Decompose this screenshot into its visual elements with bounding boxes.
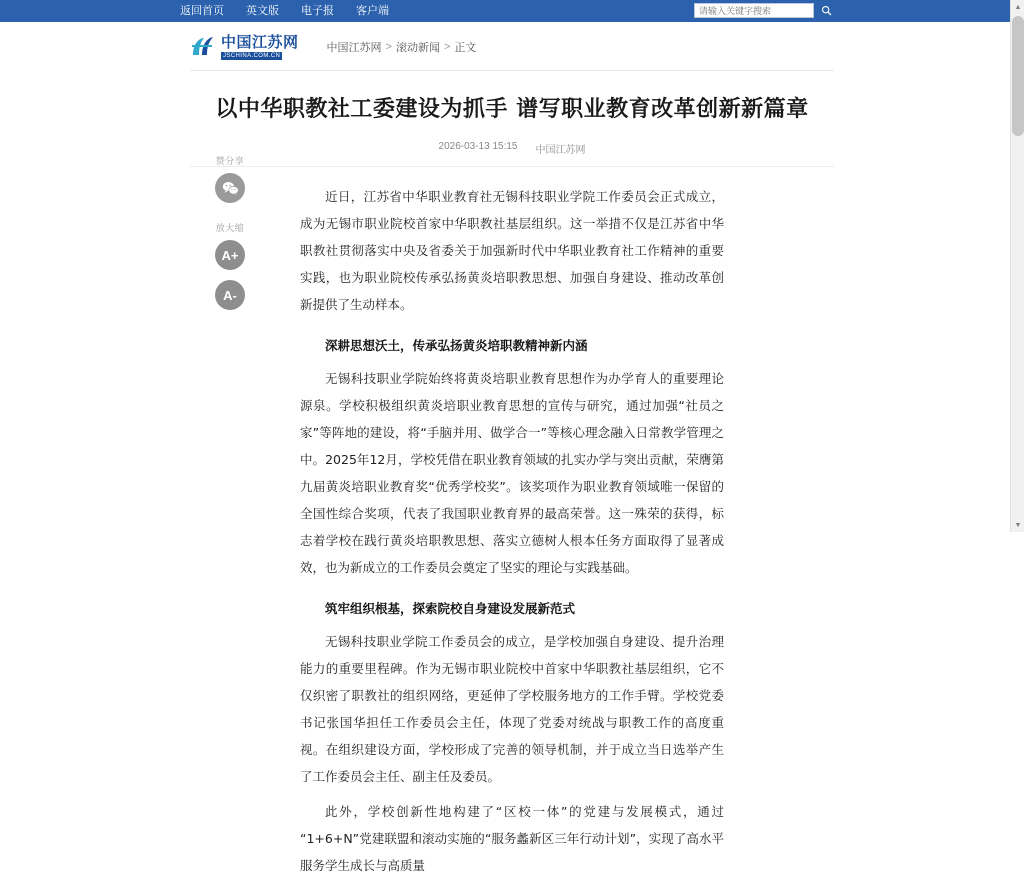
article-paragraph: 无锡科技职业学院工作委员会的成立，是学校加强自身建设、提升治理能力的重要里程碑。作为无锡市职业院校中首家中华职教社基层组织，它不仅织密了职教社的组织网络，更延伸了学校服务地方的工作手臂。学校党委书记张国华担任工作委员会主任，体现了党委对统战与职教工作的高度重视。在组织建设方面，学校形成了完善的领导机制，并于成立当日选举产生了工作委员会主任、副主任及委员。 [300, 634, 724, 784]
article [190, 71, 834, 879]
breadcrumb [327, 39, 477, 55]
nav-link-app[interactable]: 客户端 [356, 5, 389, 17]
breadcrumb-separator-0: > [385, 41, 392, 53]
nav-link-english[interactable]: 英文版 [246, 5, 279, 17]
logo-text-en: JSCHINA.COM.CN [223, 52, 281, 59]
breadcrumb-item-2: 正文 [454, 42, 477, 54]
site-header [190, 22, 834, 71]
breadcrumb-item-1[interactable]: 滚动新闻 [395, 42, 440, 54]
vertical-scrollbar[interactable] [1010, 0, 1024, 532]
article-paragraph: 近日，江苏省中华职业教育社无锡科技职业学院工作委员会正式成立，成为无锡市职业院校首家中华职教社基层组织。这一举措不仅是江苏省中华职教社贯彻落实中央及省委关于加强新时代中华职业教育社工作精神的重要实践，也为职业院校传承弘扬黄炎培职教思想、加强自身建设、推动改革创新提供了生动样本。 [300, 189, 724, 312]
breadcrumb-item-0[interactable]: 中国江苏网 [326, 42, 382, 54]
nav-link-epaper[interactable]: 电子报 [301, 5, 334, 17]
fontsize-label: 放大缩 [215, 223, 245, 233]
page-container [0, 22, 1024, 879]
scrollbar-thumb[interactable] [1012, 16, 1024, 136]
breadcrumb-separator-1: > [443, 41, 451, 53]
article-datetime: 2026-03-13 15:15 [438, 141, 518, 152]
article-paragraph: 此外，学校创新性地构建了“区校一体”的党建与发展模式，通过“1+6+N”党建联盟和滚动实施的“服务蠡新区三年行动计划”，实现了高水平服务学生成长与高质量 [300, 804, 724, 873]
font-increase-glyph: A+ [221, 247, 239, 263]
site-logo[interactable] [190, 34, 299, 60]
top-nav-links [180, 0, 389, 22]
font-decrease-glyph: A- [223, 287, 237, 303]
article-source: 中国江苏网 [535, 145, 586, 156]
article-subheading: 深耕思想沃土，传承弘扬黄炎培职教精神新内涵 [325, 338, 588, 353]
search-input[interactable] [694, 3, 814, 18]
top-navigation-bar [0, 0, 1024, 22]
page-title: 以中华职教社工委建设为抓手 谱写职业教育改革创新新篇章 [215, 97, 809, 122]
scrollbar-up-arrow-icon[interactable]: ▲ [1014, 3, 1022, 11]
scrollbar-down-arrow-icon[interactable]: ▼ [1014, 521, 1022, 529]
logo-mark-icon [190, 34, 216, 60]
article-meta [190, 141, 834, 167]
share-label: 赞分享 [215, 156, 245, 166]
search-button[interactable] [818, 3, 834, 18]
logo-text-cn: 中国江苏网 [221, 32, 299, 51]
search-icon [821, 5, 832, 16]
logo-text [221, 32, 299, 60]
article-paragraph: 无锡科技职业学院始终将黄炎培职业教育思想作为办学育人的重要理论源泉。学校积极组织黄炎培职业教育思想的宣传与研究，通过加强“社员之家”等阵地的建设，将“手脑并用、做学合一”等核心理念融入日常教学管理之中。2025年12月，学校凭借在职业教育领域的扎实办学与突出贡献，荣膺第九届黄炎培职业教育奖“优秀学校奖”。该奖项作为职业教育领域唯一保留的全国性综合奖项，代表了我国职业教育界的最高荣誉。这一殊荣的获得，标志着学校在践行黄炎培职教思想、落实立德树人根本任务方面取得了显著成效，也为新成立的工作委员会奠定了坚实的理论与实践基础。 [300, 371, 724, 575]
article-subheading: 筑牢组织根基，探索院校自身建设发展新范式 [325, 601, 576, 616]
nav-link-home[interactable]: 返回首页 [180, 5, 224, 17]
search-area [694, 3, 834, 18]
